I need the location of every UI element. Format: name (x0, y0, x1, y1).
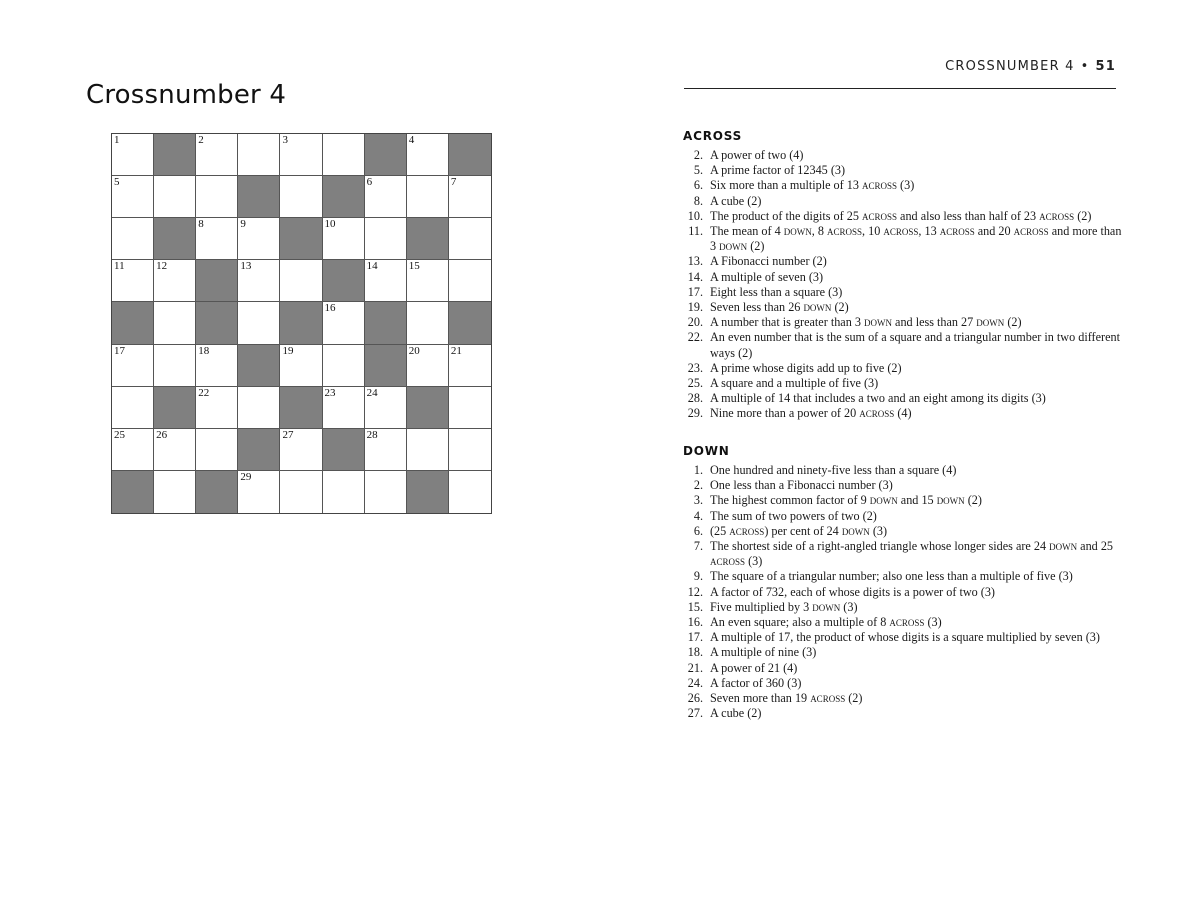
clue-text: and more than 3 (710, 224, 1122, 254)
grid-black-cell (407, 387, 449, 429)
clue-text: The square of a triangular number; also one less than a multiple of five (3) (710, 569, 1073, 584)
cell-number: 1 (114, 134, 120, 146)
grid-black-cell (323, 176, 365, 218)
cell-number: 7 (450, 176, 457, 189)
cell-number: 5 (114, 176, 120, 189)
clue-number: 11. (688, 224, 703, 239)
grid-cell (280, 471, 322, 513)
header-rule (684, 88, 1116, 89)
clue-text: The product of the digits of 25 (710, 208, 862, 223)
grid-cell (407, 176, 449, 218)
clue-reference: across (861, 178, 897, 193)
grid-cell (196, 387, 238, 429)
clue-text: (2) (845, 691, 863, 706)
crossnumber-grid (111, 133, 492, 514)
across-clue (683, 315, 1123, 330)
across-clue (683, 391, 1123, 406)
clue-number: 9. (693, 569, 703, 584)
clue-text: A power of two (4) (710, 148, 804, 162)
grid-cell (365, 429, 407, 471)
grid-black-cell (196, 260, 238, 302)
clue-text: A prime whose digits add up to five (2) (710, 360, 902, 375)
grid-black-cell (280, 218, 322, 260)
clue-text: and 15 (897, 493, 937, 508)
grid-cell (112, 345, 154, 387)
clue-reference: across (1039, 208, 1075, 223)
grid-cell (365, 471, 407, 513)
clue-number: 17. (687, 284, 703, 299)
across-clue (683, 148, 1123, 163)
clue-number: 13. (687, 254, 703, 269)
across-clue (683, 194, 1123, 209)
clue-number: 5. (693, 163, 703, 178)
cell-number: 23 (324, 386, 336, 399)
grid-black-cell (280, 302, 322, 344)
clue-text: A cube (2) (710, 193, 762, 208)
grid-cell (323, 345, 365, 387)
down-clue (683, 493, 1123, 508)
down-clue-list (683, 463, 1123, 721)
grid-cell (365, 176, 407, 218)
grid-black-cell (196, 302, 238, 344)
grid-cell (323, 302, 365, 344)
clue-number: 20. (687, 315, 703, 330)
grid-cell (449, 429, 491, 471)
down-clue (683, 661, 1123, 676)
clue-reference: across (810, 691, 846, 706)
clue-reference: down (719, 239, 748, 254)
clue-number: 29. (687, 406, 703, 421)
clue-text: (3) (869, 523, 888, 538)
cell-number: 3 (282, 134, 288, 146)
cell-number: 9 (240, 218, 246, 231)
clue-number: 6. (693, 523, 703, 538)
clue-reference: across (883, 224, 919, 239)
across-clue (683, 285, 1123, 300)
clue-number: 3. (693, 493, 703, 508)
clue-text: Six more than a multiple of 13 (710, 178, 862, 193)
clue-reference: across (729, 523, 765, 538)
grid-cell (365, 218, 407, 260)
clue-reference: down (976, 315, 1005, 330)
clue-text: A multiple of nine (3) (710, 645, 817, 660)
clue-reference: down (869, 493, 898, 508)
grid-black-cell (238, 345, 280, 387)
clue-number: 22. (687, 330, 703, 345)
grid-cell (196, 218, 238, 260)
clue-text: A multiple of 14 that includes a two and an eight among its digits (3) (710, 391, 1046, 406)
down-clue (683, 539, 1123, 569)
clue-text: (2) (964, 493, 982, 508)
clue-text: A power of 21 (4) (710, 660, 798, 675)
grid-black-cell (365, 134, 407, 176)
grid-cell (196, 134, 238, 176)
grid-cell (112, 134, 154, 176)
down-clue (683, 676, 1123, 691)
grid-cell (449, 176, 491, 218)
grid-cell (407, 429, 449, 471)
grid-cell (154, 429, 196, 471)
cell-number: 6 (366, 176, 373, 189)
clue-text: (4) (894, 406, 912, 421)
clue-text: The mean of 4 (710, 224, 784, 239)
grid-cell (112, 387, 154, 429)
clue-text: An even square; also a multiple of 8 (710, 615, 890, 630)
clue-text: A number that is greater than 3 (710, 315, 864, 330)
cell-number: 26 (156, 428, 168, 441)
grid-black-cell (323, 260, 365, 302)
clue-text: (25 (710, 523, 730, 538)
grid-cell (154, 345, 196, 387)
clue-text: (3) (897, 178, 915, 193)
clue-text: A factor of 360 (3) (710, 675, 802, 690)
clue-reference: across (1013, 224, 1049, 239)
clue-text: A square and a multiple of five (3) (710, 376, 879, 391)
across-clue (683, 376, 1123, 391)
clue-text: A cube (2) (710, 706, 762, 721)
clue-text: The sum of two powers of two (2) (710, 508, 877, 523)
clue-text: Eight less than a square (3) (710, 284, 843, 299)
cell-number: 14 (366, 260, 378, 273)
clue-text: A prime factor of 12345 (3) (710, 163, 846, 178)
grid-cell (323, 218, 365, 260)
clue-number: 7. (693, 539, 703, 554)
grid-cell (449, 345, 491, 387)
down-clue (683, 585, 1123, 600)
clue-number: 27. (687, 706, 703, 721)
clue-number: 16. (687, 615, 703, 630)
down-clue (683, 600, 1123, 615)
grid-cell (323, 134, 365, 176)
grid-cell (112, 218, 154, 260)
running-head-section: CROSSNUMBER 4 (945, 59, 1075, 74)
clue-reference: down (864, 315, 892, 330)
cell-number: 12 (156, 260, 168, 273)
grid-black-cell (154, 387, 196, 429)
clue-text: and 25 (1077, 539, 1114, 554)
clue-number: 15. (687, 599, 703, 614)
clue-text: and also less than half of 23 (897, 208, 1040, 223)
clue-number: 28. (687, 391, 703, 406)
clue-reference: down (936, 493, 965, 508)
down-heading: DOWN (683, 444, 730, 458)
cell-number: 18 (198, 344, 210, 357)
clue-reference: down (812, 599, 841, 614)
down-clues (683, 444, 1123, 721)
clue-text: The shortest side of a right-angled triangle whose longer sides are 24 (710, 539, 1050, 554)
clue-text: Nine more than a power of 20 (710, 406, 860, 421)
grid-black-cell (407, 218, 449, 260)
down-clue (683, 463, 1123, 478)
across-clue (683, 224, 1123, 254)
clue-text: (3) (840, 599, 858, 614)
grid-cell (280, 345, 322, 387)
cell-number: 15 (408, 260, 420, 273)
clue-text: One hundred and ninety-five less than a square (4) (710, 463, 957, 477)
across-clue (683, 330, 1123, 360)
clue-reference: across (859, 406, 895, 421)
across-clue (683, 254, 1123, 269)
clue-reference: down (841, 523, 870, 538)
clue-text: A factor of 732, each of whose digits is a power of two (3) (710, 584, 995, 599)
grid-black-cell (449, 134, 491, 176)
cell-number: 16 (324, 302, 336, 315)
down-clue (683, 478, 1123, 493)
grid-cell (238, 387, 280, 429)
grid-cell (238, 302, 280, 344)
clue-text: Seven more than 19 (710, 691, 811, 706)
clue-number: 6. (693, 178, 703, 193)
grid-cell (407, 134, 449, 176)
running-head (945, 59, 1116, 74)
clue-number: 12. (687, 584, 703, 599)
clue-text: (2) (831, 300, 849, 315)
grid-cell (449, 260, 491, 302)
clue-number: 8. (693, 193, 703, 208)
grid-cell (407, 260, 449, 302)
clue-text: One less than a Fibonacci number (3) (710, 478, 893, 493)
across-clue-list (683, 148, 1123, 422)
grid-cell (238, 218, 280, 260)
cell-number: 8 (198, 218, 204, 231)
cell-number: 4 (408, 134, 415, 146)
clue-number: 23. (687, 360, 703, 375)
grid-black-cell (238, 176, 280, 218)
page-number: 51 (1095, 59, 1116, 74)
cell-number: 10 (324, 218, 336, 231)
grid-cell (154, 302, 196, 344)
grid-cell (280, 134, 322, 176)
clue-number: 26. (687, 691, 703, 706)
grid-black-cell (365, 302, 407, 344)
grid-cell (154, 260, 196, 302)
clue-number: 21. (687, 660, 703, 675)
across-clue (683, 270, 1123, 285)
down-clue (683, 509, 1123, 524)
clue-number: 1. (693, 463, 703, 477)
grid-black-cell (365, 345, 407, 387)
cell-number: 28 (366, 428, 378, 441)
clue-text: A multiple of 17, the product of whose digits is a square multiplied by seven (3) (710, 630, 1100, 645)
clue-text: An even number that is the sum of a square and a triangular number in two different ways (2) (710, 330, 1120, 360)
down-clue (683, 615, 1123, 630)
grid-black-cell (449, 302, 491, 344)
across-clue (683, 163, 1123, 178)
clue-reference: across (827, 224, 863, 239)
clue-text: and 20 (974, 224, 1014, 239)
grid-cell (196, 345, 238, 387)
grid-cell (449, 471, 491, 513)
clue-number: 24. (687, 675, 703, 690)
grid-cell (112, 176, 154, 218)
clue-reference: down (1049, 539, 1078, 554)
grid-cell (280, 260, 322, 302)
grid-cell (449, 387, 491, 429)
grid-cell (280, 429, 322, 471)
grid-cell (154, 471, 196, 513)
cell-number: 17 (114, 344, 125, 357)
cell-number: 24 (366, 386, 378, 399)
clue-reference: down (783, 224, 812, 239)
cell-number: 29 (240, 470, 252, 483)
grid-cell (449, 218, 491, 260)
cell-number: 2 (198, 134, 204, 146)
grid-cell (196, 176, 238, 218)
cell-number: 19 (282, 344, 294, 357)
cell-number: 11 (114, 260, 125, 273)
grid-black-cell (280, 387, 322, 429)
clue-number: 2. (693, 148, 703, 162)
clue-text: (2) (1004, 315, 1022, 330)
down-clue (683, 524, 1123, 539)
down-clue (683, 691, 1123, 706)
grid-cell (323, 387, 365, 429)
clue-number: 2. (693, 478, 703, 493)
clue-text: Seven less than 26 (710, 300, 804, 315)
cell-number: 25 (114, 428, 125, 441)
running-head-bullet: • (1080, 59, 1090, 74)
grid-cell (154, 176, 196, 218)
down-clue (683, 645, 1123, 660)
clue-number: 25. (687, 376, 703, 391)
grid-cell (280, 176, 322, 218)
grid-cell (196, 429, 238, 471)
grid-black-cell (112, 471, 154, 513)
grid-cell (112, 260, 154, 302)
grid-cell (238, 134, 280, 176)
clue-text: (3) (924, 615, 942, 630)
clue-reference: across (710, 554, 746, 569)
across-clues (683, 129, 1123, 422)
across-clue (683, 209, 1123, 224)
grid-black-cell (238, 429, 280, 471)
clue-text: (2) (1074, 208, 1092, 223)
down-clue (683, 569, 1123, 584)
cell-number: 21 (450, 344, 462, 357)
clue-reference: down (803, 300, 832, 315)
clue-text: Five multiplied by 3 (710, 599, 813, 614)
grid-cell (238, 260, 280, 302)
grid-cell (365, 260, 407, 302)
grid-cell (112, 429, 154, 471)
cell-number: 13 (240, 260, 252, 273)
cell-number: 20 (408, 344, 420, 357)
grid-cell (407, 345, 449, 387)
grid-cell (238, 471, 280, 513)
grid-cell (323, 471, 365, 513)
grid-black-cell (323, 429, 365, 471)
down-clue (683, 630, 1123, 645)
clue-text: , 10 (862, 224, 884, 239)
clue-text: A multiple of seven (3) (710, 269, 824, 284)
clue-text: The highest common factor of 9 (710, 493, 870, 508)
clue-text: (2) (747, 239, 765, 254)
clue-text: , 8 (811, 224, 828, 239)
grid-black-cell (112, 302, 154, 344)
clue-number: 19. (687, 300, 703, 315)
across-clue (683, 406, 1123, 421)
clue-number: 17. (687, 630, 703, 645)
grid-black-cell (196, 471, 238, 513)
grid-black-cell (154, 134, 196, 176)
clue-reference: across (861, 208, 897, 223)
across-clue (683, 361, 1123, 376)
grid-cell (407, 302, 449, 344)
grid-cell (365, 387, 407, 429)
clue-text: , 13 (918, 224, 940, 239)
cell-number: 22 (198, 386, 210, 399)
clue-reference: across (889, 615, 925, 630)
clue-reference: across (939, 224, 975, 239)
clue-text: A Fibonacci number (2) (710, 254, 827, 269)
clue-number: 14. (687, 269, 703, 284)
cell-number: 27 (282, 428, 294, 441)
clue-text: (3) (745, 554, 763, 569)
down-clue (683, 706, 1123, 721)
clue-text: and less than 27 (892, 315, 977, 330)
clue-text: ) per cent of 24 (764, 523, 842, 538)
clue-number: 10. (687, 208, 703, 223)
grid-black-cell (407, 471, 449, 513)
clue-number: 18. (687, 645, 703, 660)
across-clue (683, 300, 1123, 315)
clue-number: 4. (693, 508, 703, 523)
across-heading: ACROSS (683, 129, 743, 143)
grid-black-cell (154, 218, 196, 260)
across-clue (683, 178, 1123, 193)
page-title: Crossnumber 4 (86, 80, 287, 110)
